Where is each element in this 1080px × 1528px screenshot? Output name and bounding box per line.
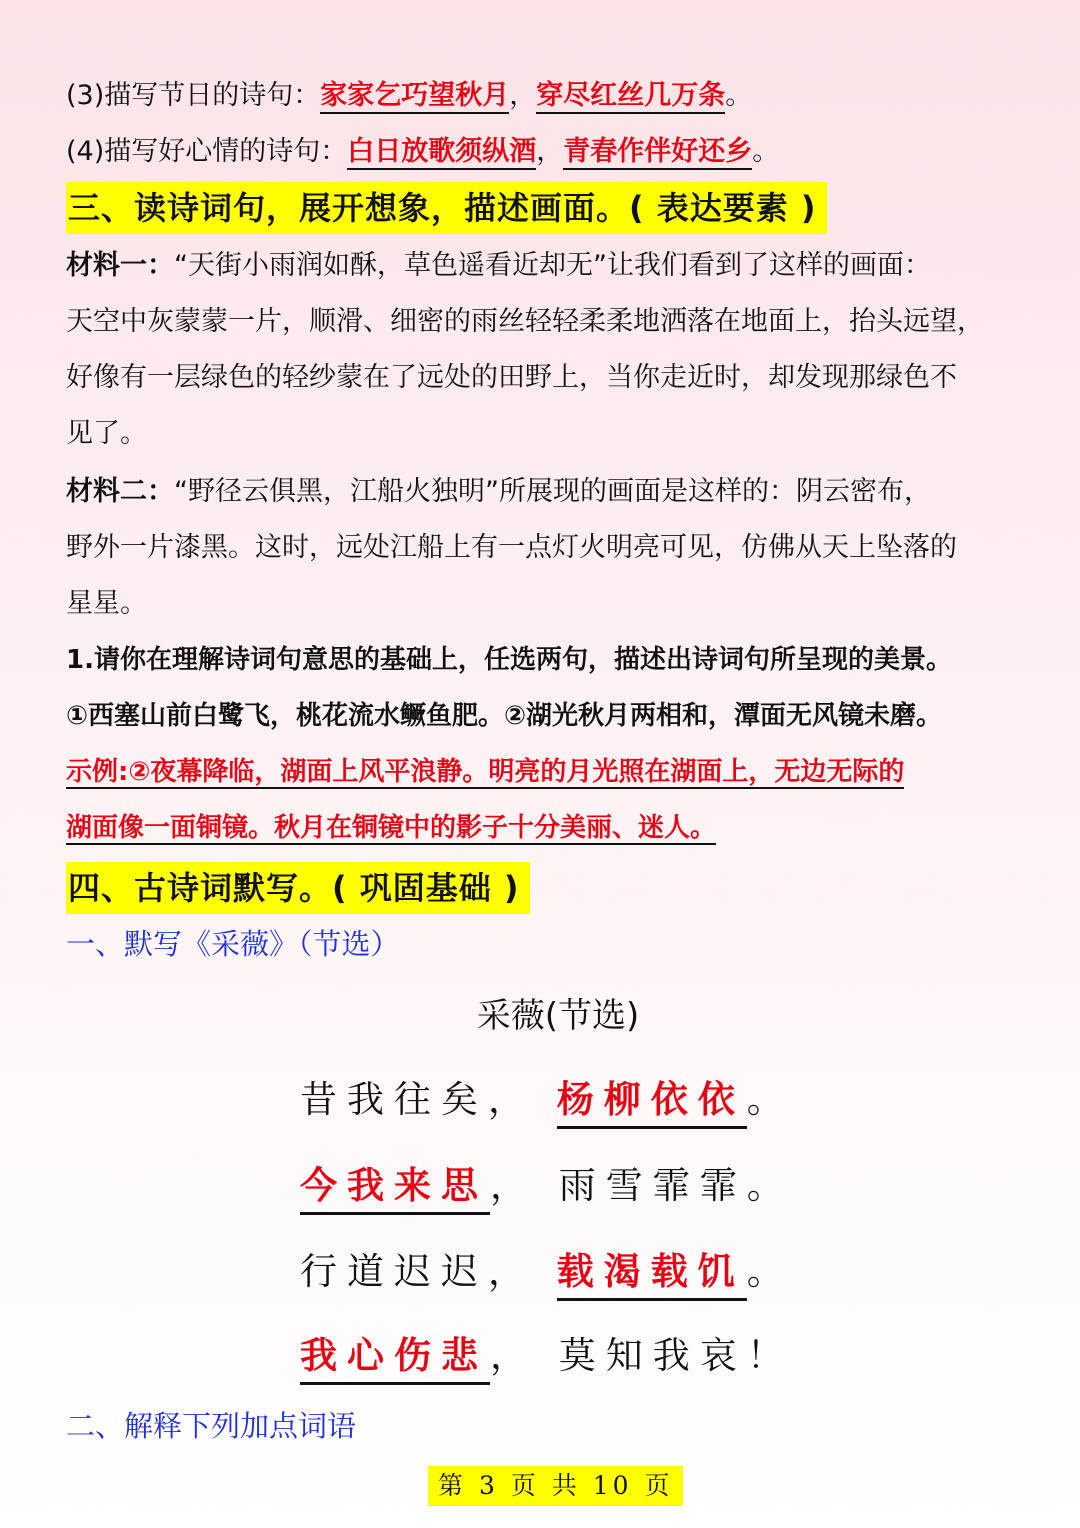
material-1-line-4: 见了。 (66, 418, 147, 449)
answer-blank: 家家乞巧望秋月 (320, 80, 509, 114)
material-1-line-3: 好像有一层绿色的轻纱蒙在了远处的田野上，当你走近时，却发现那绿色不 (66, 362, 957, 393)
example-text: 示例:②夜幕降临，湖面上风平浪静。明亮的月光照在湖面上，无边无际的 (66, 757, 905, 787)
question-item-4 (66, 132, 779, 172)
question-item-3 (66, 76, 752, 116)
separator: ， (488, 1250, 535, 1293)
material-label: 材料一： (66, 250, 174, 281)
poem-text: 莫知我哀 (558, 1334, 747, 1377)
poem-blank: 我心伤悲 (300, 1330, 490, 1385)
separator: ， (490, 1334, 537, 1377)
subsection-2-title: 二、解释下列加点词语 (66, 1409, 357, 1443)
separator: 。 (725, 80, 753, 111)
poem-text: 雨雪霏霏 (558, 1164, 747, 1207)
material-2-line-1 (66, 472, 931, 512)
page-number: 第 3 页 共 10 页 (428, 1466, 683, 1506)
poem-line-2 (300, 1160, 794, 1215)
answer-blank: 白日放歌须纵酒 (347, 136, 536, 170)
material-label: 材料二： (66, 476, 174, 507)
material-1-line-1 (66, 246, 931, 286)
separator: ， (490, 1164, 537, 1207)
poem-text: 行道迟迟 (300, 1250, 488, 1293)
material-text: “野径云俱黑，江船火独明”所展现的画面是这样的：阴云密布， (174, 476, 931, 507)
separator: 。 (752, 136, 780, 167)
material-1-line-2: 天空中灰蒙蒙一片，顺滑、细密的雨丝轻轻柔柔地洒落在地面上，抬头远望， (66, 306, 984, 337)
separator: ， (536, 136, 564, 167)
question-1: 1.请你在理解诗词句意思的基础上，任选两句，描述出诗词句所呈现的美景。 (66, 645, 952, 675)
section-heading-3: 三、读诗词句，展开想象，描述画面。( 表达要素 ) (66, 182, 827, 234)
poem-line-1 (300, 1074, 794, 1129)
example-text: 湖面像一面铜镜。秋月在铜镜中的影子十分美丽、迷人。 (66, 813, 717, 843)
example-answer-line-2 (66, 808, 716, 848)
answer-blank: 穿尽红丝几万条 (536, 80, 725, 114)
separator: ， (509, 80, 537, 111)
item-label: (4)描写好心情的诗句： (66, 136, 348, 167)
poem-blank: 杨柳依依 (557, 1074, 747, 1129)
poem-line-3 (300, 1246, 794, 1301)
answer-blank: 青春作伴好还乡 (563, 136, 752, 170)
material-2-line-3: 星星。 (66, 588, 147, 619)
separator: ， (488, 1078, 535, 1121)
poem-title: 采薇(节选) (476, 996, 640, 1036)
poem-blank: 今我来思 (300, 1160, 490, 1215)
poem-blank: 载渴载饥 (557, 1246, 747, 1301)
subsection-1-title: 一、默写《采薇》（节选） (66, 927, 400, 961)
separator: ！ (746, 1334, 794, 1377)
question-1-options: ①西塞山前白鹭飞，桃花流水鳜鱼肥。②湖光秋月两相和，潭面无风镜未磨。 (66, 701, 943, 731)
section-heading-4: 四、古诗词默写。( 巩固基础 ) (66, 862, 530, 914)
item-label: (3)描写节日的诗句： (66, 80, 321, 111)
poem-text: 昔我往矣 (300, 1078, 488, 1121)
material-text: “天街小雨润如酥，草色遥看近却无”让我们看到了这样的画面： (174, 250, 931, 281)
example-answer-line-1 (66, 752, 904, 792)
separator: 。 (746, 1078, 794, 1121)
material-2-line-2: 野外一片漆黑。这时，远处江船上有一点灯火明亮可见，仿佛从天上坠落的 (66, 532, 957, 563)
poem-line-4 (300, 1330, 794, 1385)
separator: 。 (746, 1250, 794, 1293)
separator: 。 (746, 1164, 794, 1207)
